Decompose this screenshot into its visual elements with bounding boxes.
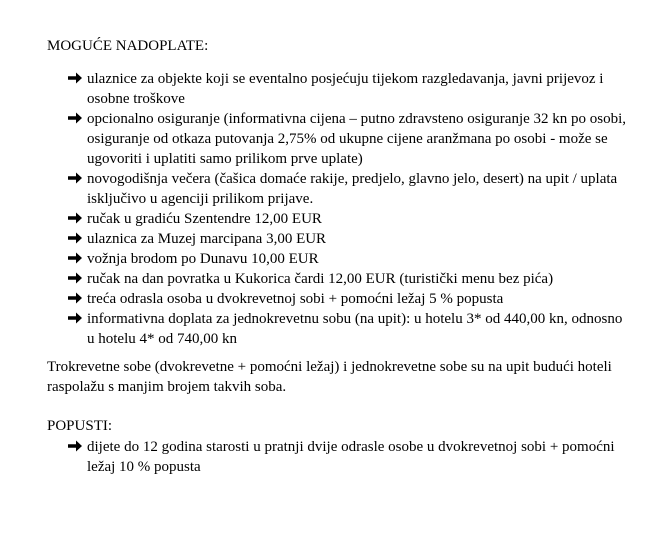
arrow-right-icon xyxy=(67,438,83,454)
surcharge-item xyxy=(67,309,627,349)
surcharge-item-text: vožnja brodom po Dunavu 10,00 EUR xyxy=(87,251,319,267)
surcharge-item xyxy=(67,69,627,109)
rooms-note: Trokrevetne sobe (dvokrevetne + pomoćni ležaj) i jednokrevetne sobe su na upit budući hoteli raspolažu s manjim brojem takvih soba. xyxy=(47,359,612,395)
surcharge-item-text: ulaznica za Muzej marcipana 3,00 EUR xyxy=(87,231,327,247)
arrow-right-icon xyxy=(67,310,83,326)
arrow-right-icon xyxy=(67,110,83,126)
surcharge-item-text: informativna doplata za jednokrevetnu sobu (na upit): u hotelu 3* od 440,00 kn, odnosno u hotelu 4* od 740,00 kn xyxy=(87,311,623,347)
surcharge-item xyxy=(67,229,627,249)
surcharges-list xyxy=(67,69,627,349)
arrow-right-icon xyxy=(67,170,83,186)
arrow-right-icon xyxy=(67,70,83,86)
surcharge-item xyxy=(67,169,627,209)
arrow-right-icon xyxy=(67,290,83,306)
surcharge-item xyxy=(67,269,627,289)
arrow-right-icon xyxy=(67,210,83,226)
surcharge-item xyxy=(67,209,627,229)
surcharge-item xyxy=(67,249,627,269)
arrow-right-icon xyxy=(67,230,83,246)
discounts-list xyxy=(67,437,627,477)
discounts-heading: POPUSTI: xyxy=(47,418,113,434)
surcharge-item-text: ručak na dan povratka u Kukorica čardi 12,00 EUR (turistički menu bez pića) xyxy=(87,271,554,287)
surcharge-item-text: ručak u gradiću Szentendre 12,00 EUR xyxy=(87,211,322,227)
discount-item xyxy=(67,437,627,477)
surcharge-item xyxy=(67,289,627,309)
surcharge-item-text: novogodišnja večera (čašica domaće rakije, predjelo, glavno jelo, desert) na upit / uplata isključivo u agenciji prilikom prijave. xyxy=(87,171,618,207)
surcharges-heading: MOGUĆE NADOPLATE: xyxy=(47,38,209,54)
discount-item-text: dijete do 12 godina starosti u pratnji dvije odrasle osobe u dvokrevetnoj sobi + pomoćni ležaj 10 % popusta xyxy=(87,439,615,475)
surcharge-item-text: ulaznice za objekte koji se eventalno posjećuju tijekom razgledavanja, javni prijevoz i osobne troškove xyxy=(87,71,604,107)
surcharge-item-text: opcionalno osiguranje (informativna cijena – putno zdravsteno osiguranje 32 kn po osobi, osiguranje od otkaza putovanja 2,75% od ukupne cijene aranžmana po osobi - može se ugovoriti i uplatiti samo prilikom prve uplate) xyxy=(87,111,627,167)
surcharge-item xyxy=(67,109,627,169)
arrow-right-icon xyxy=(67,270,83,286)
arrow-right-icon xyxy=(67,250,83,266)
surcharge-item-text: treća odrasla osoba u dvokrevetnoj sobi + pomoćni ležaj 5 % popusta xyxy=(87,291,504,307)
